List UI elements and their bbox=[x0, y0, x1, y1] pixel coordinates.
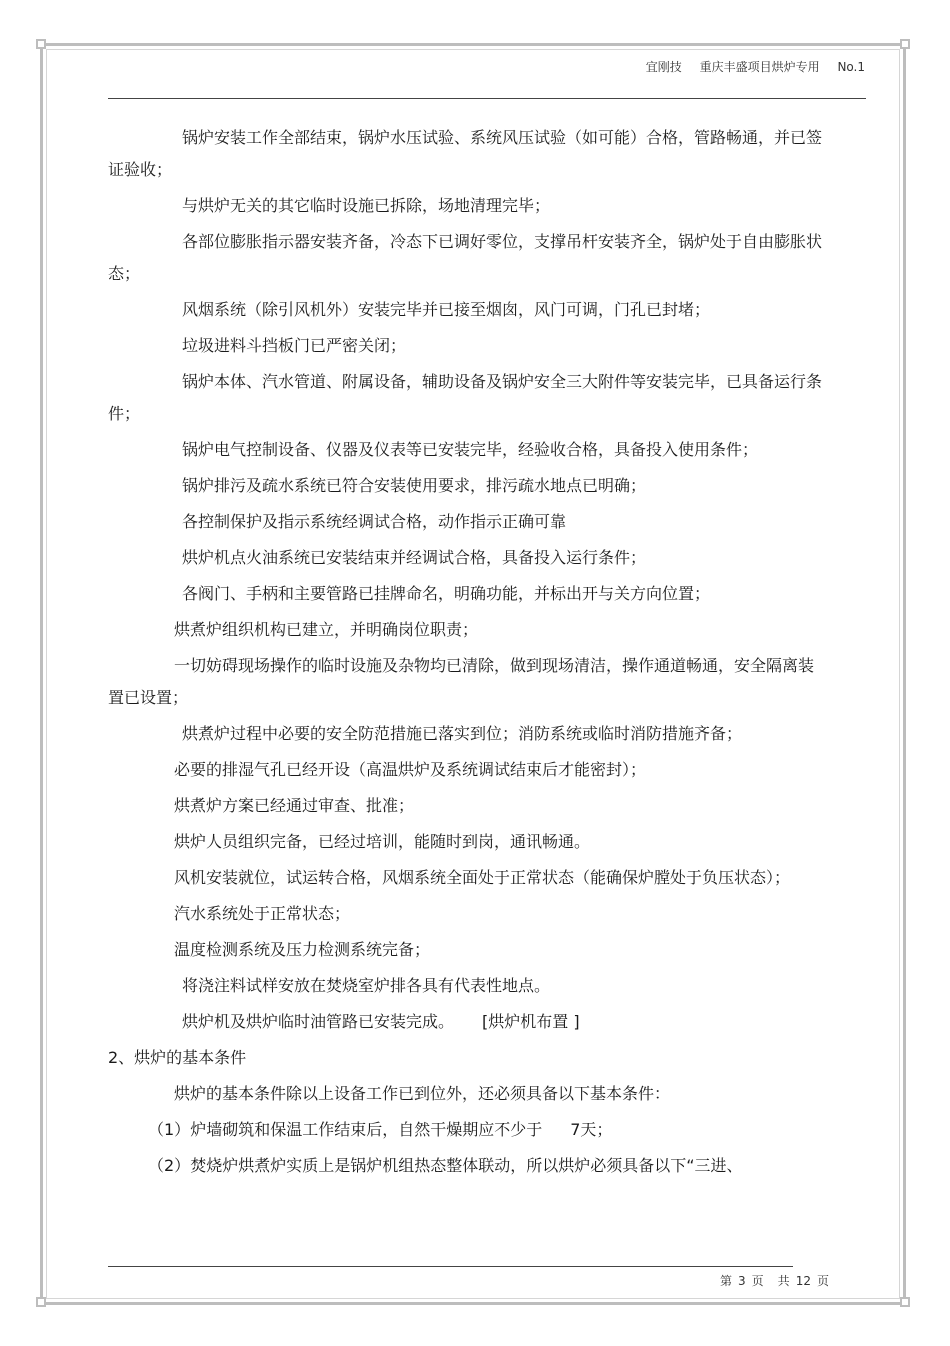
page-header bbox=[108, 58, 865, 75]
header-rule bbox=[108, 98, 866, 99]
last-item-tag: [烘炉机布置 ] bbox=[482, 1012, 580, 1031]
last-item-text: 烘炉机及烘炉临时油管路已安装完成。 bbox=[182, 1012, 455, 1031]
section-intro: 烘炉的基本条件除以上设备工作已到位外，还必须具备以下基本条件： bbox=[174, 1084, 671, 1103]
paragraph: 锅炉排污及疏水系统已符合安装使用要求，排污疏水地点已明确； bbox=[182, 476, 647, 495]
paragraph-last-item bbox=[108, 1006, 828, 1038]
paragraph: 各控制保护及指示系统经调试合格，动作指示正确可靠 bbox=[182, 512, 567, 531]
item-text: 炉墙砌筑和保温工作结束后，自然干燥期应不少于 bbox=[190, 1120, 543, 1139]
paragraph: 将浇注料试样安放在焚烧室炉排各具有代表性地点。 bbox=[182, 976, 551, 995]
paragraph: 汽水系统处于正常状态； bbox=[174, 904, 351, 923]
footer-rule bbox=[108, 1266, 793, 1267]
item-number: （1） bbox=[148, 1120, 191, 1139]
footer-total-suffix: 页 bbox=[816, 1274, 829, 1288]
section-item bbox=[108, 1114, 828, 1146]
frame-corner bbox=[900, 39, 910, 49]
paragraph: 风烟系统（除引风机外）安装完毕并已接至烟囱，风门可调，门孔已封堵； bbox=[182, 300, 711, 319]
paragraph: 锅炉电气控制设备、仪器及仪表等已安装完毕，经验收合格，具备投入使用条件； bbox=[182, 440, 759, 459]
section-item bbox=[108, 1150, 828, 1182]
item-value: 7天； bbox=[570, 1120, 613, 1139]
footer-page-number: 3 bbox=[738, 1274, 746, 1288]
item-text: 焚烧炉烘煮炉实质上是锅炉机组热态整体联动，所以烘炉必须具备以下“三进、 bbox=[190, 1156, 743, 1175]
paragraph: 烘煮炉组织机构已建立，并明确岗位职责； bbox=[174, 620, 479, 639]
header-project: 重庆丰盛项目烘炉专用 bbox=[699, 60, 820, 74]
paragraph: 烘煮炉方案已经通过审查、批准； bbox=[174, 796, 415, 815]
section-heading: 2、烘炉的基本条件 bbox=[108, 1048, 247, 1067]
footer-total-prefix: 共 bbox=[777, 1274, 790, 1288]
paragraph: 各阀门、手柄和主要管路已挂牌命名，明确功能，并标出开与关方向位置； bbox=[182, 584, 711, 603]
footer-total-number: 12 bbox=[795, 1274, 811, 1288]
footer-page-prefix: 第 bbox=[720, 1274, 733, 1288]
footer-page-suffix: 页 bbox=[751, 1274, 764, 1288]
paragraph: 烘炉人员组织完备，已经过培训，能随时到岗，通讯畅通。 bbox=[174, 832, 591, 851]
paragraph: 与烘炉无关的其它临时设施已拆除，场地清理完毕； bbox=[182, 196, 551, 215]
paragraph: 锅炉本体、汽水管道、附属设备，辅助设备及锅炉安全三大附件等安装完毕，已具备运行条件； bbox=[108, 372, 823, 423]
paragraph: 锅炉安装工作全部结束，锅炉水压试验、系统风压试验（如可能）合格，管路畅通，并已签证验收； bbox=[108, 128, 823, 179]
header-doc-no: No.1 bbox=[837, 60, 865, 74]
paragraph: 一切妨碍现场操作的临时设施及杂物均已清除，做到现场清洁，操作通道畅通，安全隔离装置已设置； bbox=[108, 656, 815, 707]
paragraph: 各部位膨胀指示器安装齐备，冷态下已调好零位，支撑吊杆安装齐全，锅炉处于自由膨胀状态； bbox=[108, 232, 823, 283]
paragraph: 必要的排湿气孔已经开设（高温烘炉及系统调试结束后才能密封）； bbox=[174, 760, 647, 779]
frame-corner bbox=[36, 39, 46, 49]
item-number: （2） bbox=[148, 1156, 191, 1175]
paragraph: 温度检测系统及压力检测系统完备； bbox=[174, 940, 431, 959]
paragraph: 风机安装就位，试运转合格，风烟系统全面处于正常状态（能确保炉膛处于负压状态）； bbox=[174, 868, 791, 887]
page-footer bbox=[720, 1272, 835, 1289]
frame-corner bbox=[900, 1297, 910, 1307]
frame-corner bbox=[36, 1297, 46, 1307]
paragraph: 烘煮炉过程中必要的安全防范措施已落实到位；消防系统或临时消防措施齐备； bbox=[182, 724, 743, 743]
document-body bbox=[108, 122, 828, 1186]
header-company: 宜刚技 bbox=[645, 60, 682, 74]
paragraph: 垃圾进料斗挡板门已严密关闭； bbox=[182, 336, 407, 355]
paragraph: 烘炉机点火油系统已安装结束并经调试合格，具备投入运行条件； bbox=[182, 548, 647, 567]
